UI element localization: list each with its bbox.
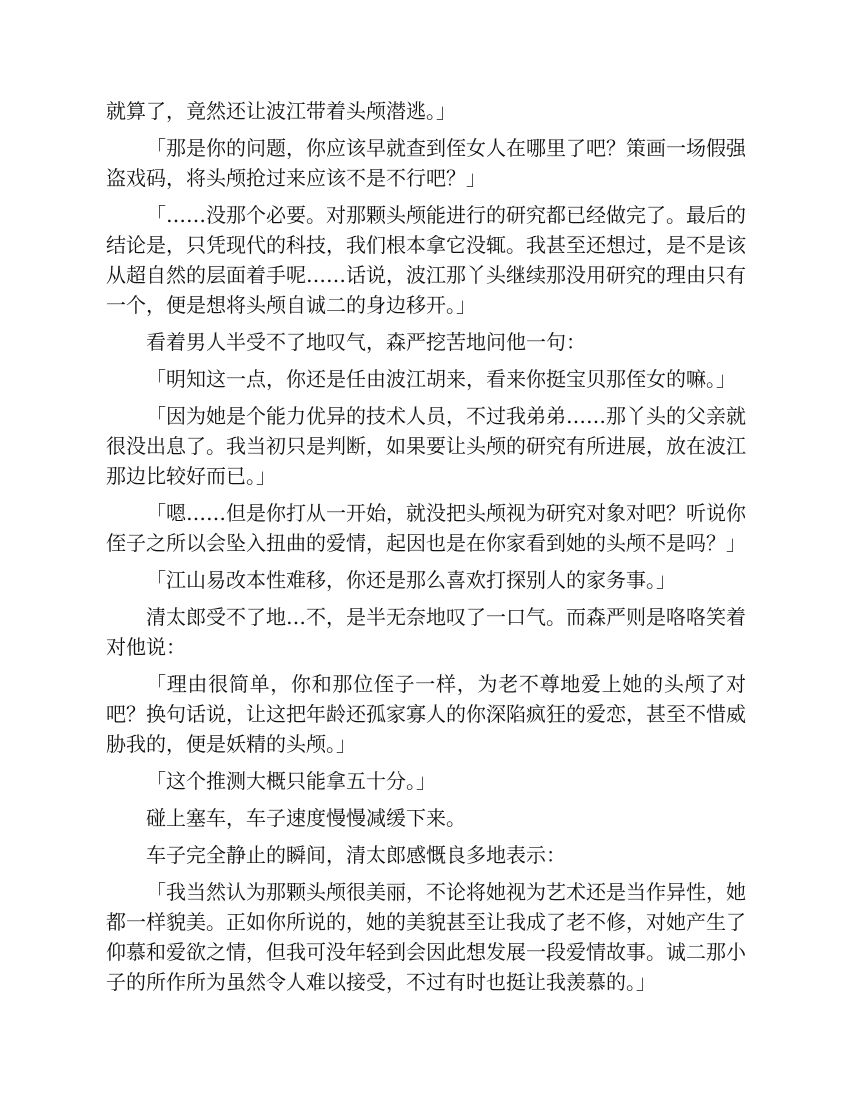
paragraph: 看着男人半受不了地叹气，森严挖苦地问他一句：	[146, 330, 586, 354]
paragraph: 「……没那个必要。对那颗头颅能进行的研究都已经做完了。最后的结论是，只凭现代的科技，我们根本拿它没辄。我甚至还想过，是不是该从超自然的层面着手呢……话说，波江那丫头继续那没用研究的理由只有一个，便是想将头颅自诚二的身边移开。」	[106, 203, 746, 317]
paragraph: 「我当然认为那颗头颅很美丽，不论将她视为艺术还是当作异性，她都一样貌美。正如你所说的，她的美貌甚至让我成了老不修，对她产生了仰慕和爱欲之情，但我可没年轻到会因此想发展一段爱情故事。诚二那小子的所作所为虽然令人难以接受，不过有时也挺让我羡慕的。」	[106, 880, 746, 994]
document-page	[106, 96, 746, 1004]
paragraph: 「理由很简单，你和那位侄子一样，为老不尊地爱上她的头颅了对吧？换句话说，让这把年龄还孤家寡人的你深陷疯狂的爱恋，甚至不惜威胁我的，便是妖精的头颅。」	[106, 672, 746, 756]
paragraph: 碰上塞车，车子速度慢慢减缓下来。	[146, 806, 466, 830]
paragraph: 车子完全静止的瞬间，清太郎感慨良多地表示：	[146, 843, 566, 867]
paragraph: 「这个推测大概只能拿五十分。」	[146, 769, 436, 793]
paragraph: 「明知这一点，你还是任由波江胡来，看来你挺宝贝那侄女的嘛。」	[146, 367, 736, 391]
paragraph: 「江山易改本性难移，你还是那么喜欢打探别人的家务事。」	[146, 568, 676, 592]
paragraph: 「嗯……但是你打从一开始，就没把头颅视为研究对象对吧？听说你侄子之所以会坠入扭曲的爱情，起因也是在你家看到她的头颅不是吗？」	[106, 501, 746, 555]
paragraph: 「那是你的问题，你应该早就查到侄女人在哪里了吧？策画一场假强盗戏码，将头颅抢过来应该不是不行吧？」	[106, 136, 746, 190]
paragraph: 清太郎受不了地…不，是半无奈地叹了一口气。而森严则是咯咯笑着对他说：	[106, 605, 746, 659]
paragraph: 「因为她是个能力优异的技术人员，不过我弟弟……那丫头的父亲就很没出息了。我当初只是判断，如果要让头颅的研究有所进展，放在波江那边比较好而已。」	[106, 404, 746, 488]
paragraph: 就算了，竟然还让波江带着头颅潜逃。」	[106, 99, 456, 123]
